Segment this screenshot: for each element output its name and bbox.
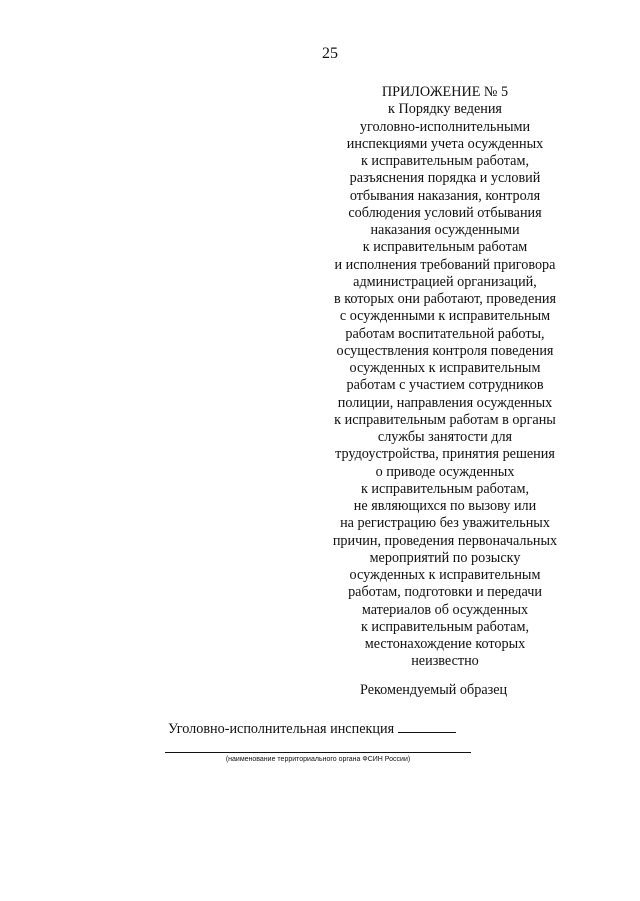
- appendix-line: службы занятости для: [377, 429, 513, 445]
- appendix-line: отбывания наказания, контроля: [349, 187, 541, 204]
- appendix-line: на регистрацию без уважительных: [340, 515, 550, 532]
- appendix-line: уголовно-исполнительными: [359, 118, 531, 135]
- appendix-line: работам воспитательной работы,: [345, 325, 545, 342]
- appendix-line: и исполнения требований приговора: [334, 256, 556, 273]
- appendix-line: с осужденными к исправительным: [339, 308, 551, 325]
- appendix-line: мероприятий по розыску: [369, 549, 521, 566]
- page-number: 25: [322, 45, 338, 62]
- appendix-line: материалов об осужденных: [361, 601, 529, 618]
- appendix-line: к исправительным работам,: [360, 480, 529, 497]
- appendix-line: осужденных к исправительным: [349, 360, 541, 376]
- appendix-line: осуществления контроля поведения: [336, 342, 554, 359]
- signature-rule: [165, 752, 471, 753]
- appendix-line: полиции, направления осужденных: [337, 394, 553, 411]
- appendix-line: разъяснения порядка и условий: [349, 170, 541, 187]
- appendix-line: наказания осужденными: [370, 222, 520, 238]
- rule-caption: (наименование территориального органа ФСИН России): [225, 756, 411, 763]
- appendix-line: трудоустройства, принятия решения: [335, 446, 555, 463]
- appendix-title: ПРИЛОЖЕНИЕ № 5: [381, 84, 509, 100]
- appendix-line: работам, подготовки и передачи: [348, 584, 542, 601]
- appendix-line: администрацией организаций,: [353, 273, 537, 290]
- appendix-line: не являющихся по вызову или: [353, 498, 537, 514]
- appendix-line: осужденных к исправительным: [349, 567, 541, 583]
- appendix-line: причин, проведения первоначальных: [332, 532, 558, 549]
- appendix-line: о приводе осужденных: [375, 463, 515, 480]
- appendix-line: к Порядку ведения: [388, 101, 502, 118]
- appendix-line: к исправительным работам,: [360, 153, 529, 169]
- appendix-line: инспекциями учета осужденных: [346, 135, 544, 152]
- inspection-line: [168, 718, 456, 738]
- appendix-line: к исправительным работам в органы: [334, 411, 556, 428]
- inspection-label: Уголовно-исполнительная инспекция: [168, 721, 395, 737]
- appendix-line: к исправительным работам: [362, 239, 528, 256]
- inspection-blank-field: [398, 718, 456, 733]
- appendix-line: местонахождение которых: [364, 636, 526, 652]
- recommended-sample-label: Рекомендуемый образец: [360, 682, 508, 698]
- appendix-line: к исправительным работам,: [360, 618, 529, 635]
- appendix-header: [295, 84, 595, 671]
- appendix-line: соблюдения условий отбывания: [348, 204, 542, 221]
- appendix-line: работам с участием сотрудников: [346, 377, 544, 394]
- appendix-line: в которых они работают, проведения: [333, 291, 557, 307]
- appendix-line: неизвестно: [411, 653, 479, 670]
